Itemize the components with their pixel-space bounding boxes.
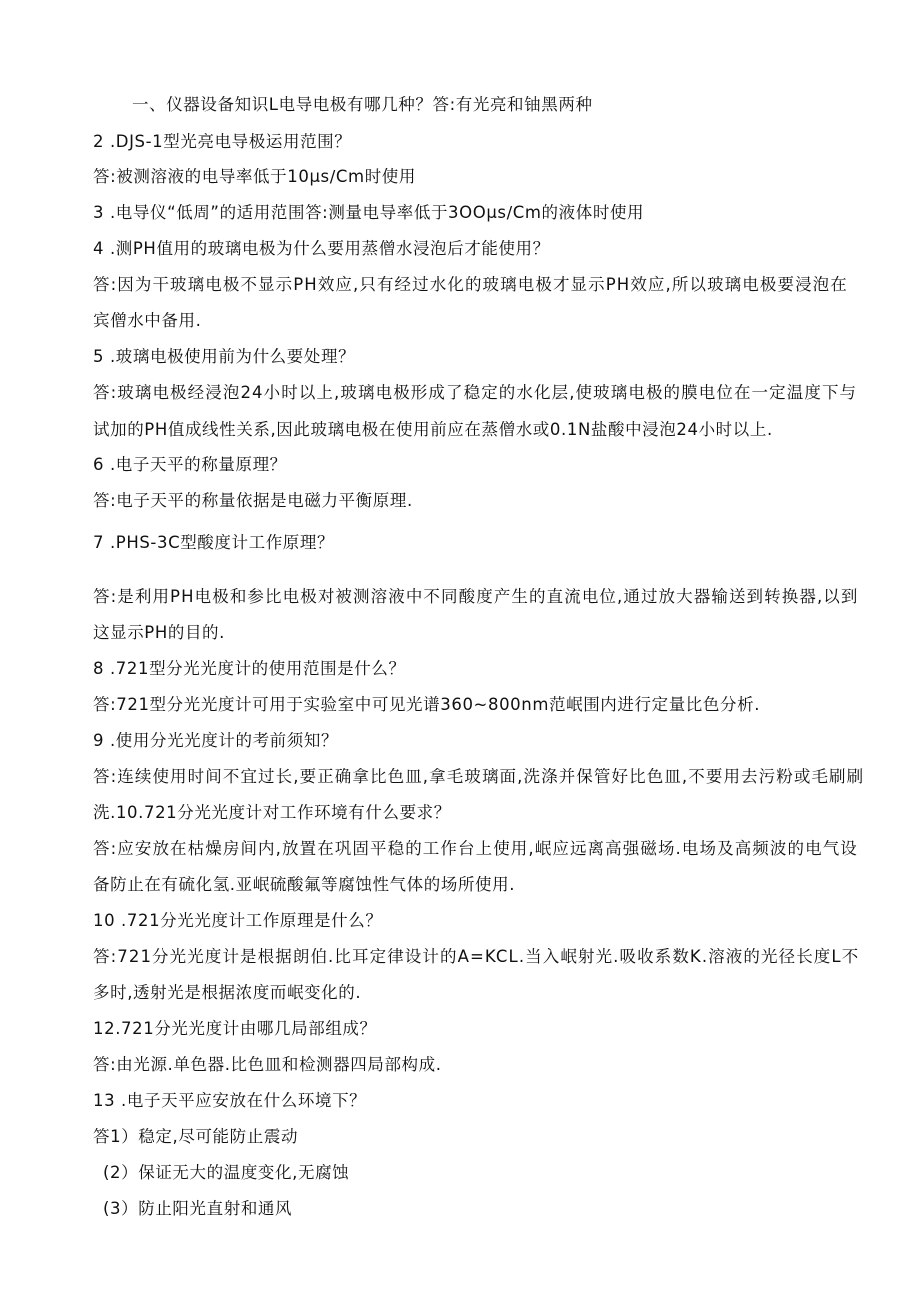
question-2: 2 .DJS-1型光亮电导极运用范围？ [93, 132, 352, 151]
answer-principle-line-1: 答:721分光光度计是根据朗伯.比耳定律设计的A=KCL.当入岷射光.吸收系数K.溶液的光径长度L不 [93, 947, 860, 966]
answer-4-line-2: 宾僧水中备用. [93, 311, 202, 330]
answer-2: 答:被测溶液的电导率低于10μs∕Cm时使用 [93, 167, 417, 186]
answer-13-item-3: (3）防止阳光直射和通风 [103, 1199, 293, 1218]
question-4: 4 .测PH值用的玻璃电极为什么要用蒸僧水浸泡后才能使用？ [93, 239, 550, 258]
answer-7-line-2: 这显示PH的目的. [93, 623, 226, 642]
answer-9-line-1: 答:连续使用时间不宜过长,要正确拿比色皿,拿毛玻璃面,洗涤并保管好比色皿,不要用去污粉或毛刷刷 [93, 767, 865, 786]
answer-6: 答:电子天平的称量依据是电磁力平衡原理. [93, 491, 413, 510]
answer-5-line-1: 答:玻璃电极经浸泡24小时以上,玻璃电极形成了稳定的水化层,使玻璃电极的膜电位在一定温度下与 [93, 383, 858, 402]
answer-12: 答:由光源.单色器.比色皿和检测器四局部构成. [93, 1055, 442, 1074]
answer-principle-line-2: 多时,透射光是根据浓度而岷变化的. [93, 983, 362, 1002]
section-heading-line: 一、仪器设备知识L电导电极有哪几种？答:有光亮和铀黑两种 [132, 95, 593, 114]
question-7: 7 .PHS-3C型酸度计工作原理？ [93, 533, 335, 552]
answer-13-item-2: (2）保证无大的温度变化,无腐蚀 [103, 1163, 350, 1182]
question-answer-3: 3 .电导仪“低周”的适用范围答:测量电导率低于3OOμs∕Cm的液体时使用 [93, 203, 645, 222]
question-13: 13 .电子天平应安放在什么环境下？ [93, 1091, 367, 1110]
question-9: 9 .使用分光光度计的考前须知？ [93, 731, 339, 750]
answer-7-line-1: 答:是利用PH电极和参比电极对被测溶液中不同酸度产生的直流电位,通过放大器输送到转换器,以到 [93, 587, 859, 606]
question-8: 8 .721型分光光度计的使用范围是什么？ [93, 659, 406, 678]
question-12: 12.721分光光度计由哪几局部组成？ [93, 1019, 377, 1038]
answer-10-line-2: 备防止在有硫化氢.亚岷硫酸氟等腐蚀性气体的场所使用. [93, 875, 516, 894]
answer-4-line-1: 答:因为干玻璃电极不显示PH效应,只有经过水化的玻璃电极才显示PH效应,所以玻璃电极要浸泡在 [93, 275, 848, 294]
answer-10-line-1: 答:应安放在枯燥房间内,放置在巩固平稳的工作台上使用,岷应远离高强磁场.电场及高频波的电气设 [93, 839, 858, 858]
answer-5-line-2: 试加的PH值成线性关系,因此玻璃电极在使用前应在蒸僧水或0.1N盐酸中浸泡24小时以上. [93, 420, 773, 439]
question-6: 6 .电子天平的称量原理？ [93, 455, 287, 474]
question-5: 5 .玻璃电极使用前为什么要处理？ [93, 347, 356, 366]
answer-9-line-2: 洗.10.721分光光度计对工作环境有什么要求？ [93, 803, 451, 822]
question-10-principle: 10 .721分光光度计工作原理是什么？ [93, 911, 383, 930]
answer-8: 答:721型分光光度计可用于实验室中可见光谱360~800nm范岷围内进行定量比色分析. [93, 695, 761, 714]
answer-13-item-1: 答1）稳定,尽可能防止震动 [93, 1127, 299, 1146]
